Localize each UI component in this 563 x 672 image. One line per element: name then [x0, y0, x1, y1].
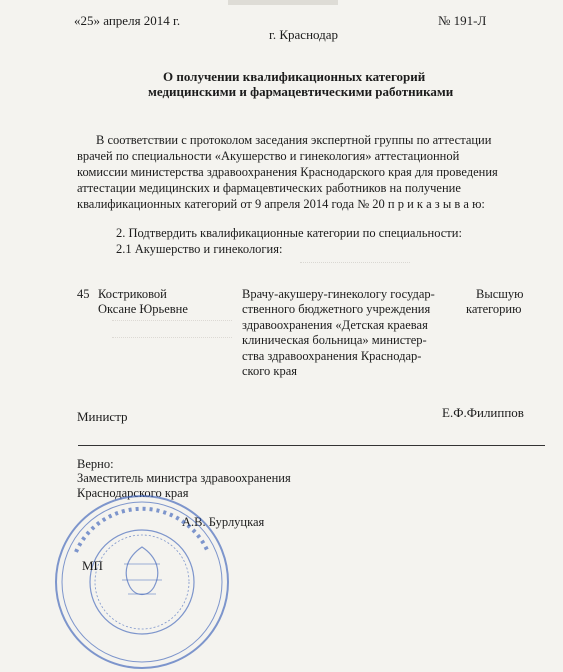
official-stamp-icon [52, 492, 232, 672]
document-number: № 191-Л [438, 13, 487, 28]
verification-label: Верно: [77, 457, 114, 471]
signature-name: Е.Ф.Филиппов [442, 405, 524, 420]
entry-name-line1: Костриковой [98, 287, 167, 301]
body-line-5: квалификационных категорий от 9 апреля 2014 года № 20 п р и к а з ы в а ю: [77, 197, 485, 211]
document-title-line2: медицинскими и фармацевтическими работниками [148, 84, 454, 99]
bleed-mark-2 [112, 320, 232, 338]
verification-name: А.В. Бурлуцкая [182, 515, 265, 529]
seal-mark: МП [82, 558, 103, 573]
verification-position-line2: Краснодарского края [77, 486, 189, 500]
divider-line [78, 445, 545, 446]
document-city: г. Краснодар [269, 27, 339, 42]
entry-position-line5: ства здравоохранения Краснодар- [242, 349, 422, 363]
entry-position-line6: ского края [242, 364, 298, 378]
entry-position-line2: ственного бюджетного учреждения [242, 302, 431, 316]
top-shadow-mark [228, 0, 338, 5]
body-line-1: В соответствии с протоколом заседания экспертной группы по аттестации [96, 133, 492, 147]
entry-category-line1: Высшую [476, 287, 524, 301]
bleed-mark [300, 252, 410, 263]
verification-position-line1: Заместитель министра здравоохранения [77, 471, 291, 485]
signature-title: Министр [77, 409, 128, 424]
body-line-4: аттестации медицинских и фармацевтических работников на получение [77, 181, 461, 195]
entry-category-line2: категорию [466, 302, 522, 316]
document-date: «25» апреля 2014 г. [74, 13, 181, 28]
document-title-line1: О получении квалификационных категорий [163, 69, 426, 84]
entry-position-line3: здравоохранения «Детская краевая [242, 318, 428, 332]
order-item-2: 2. Подтвердить квалификационные категории по специальности: [116, 226, 462, 240]
body-line-3: комиссии министерства здравоохранения Краснодарского края для проведения [77, 165, 498, 179]
entry-name-line2: Оксане Юрьевне [98, 302, 188, 316]
body-line-2: врачей по специальности «Акушерство и гинекология» аттестационной [77, 149, 460, 163]
entry-number: 45 [77, 287, 90, 301]
entry-position-line4: клиническая больница» министер- [242, 333, 427, 347]
order-item-2-1: 2.1 Акушерство и гинекология: [116, 242, 283, 256]
entry-position-line1: Врачу-акушеру-гинекологу государ- [242, 287, 435, 301]
